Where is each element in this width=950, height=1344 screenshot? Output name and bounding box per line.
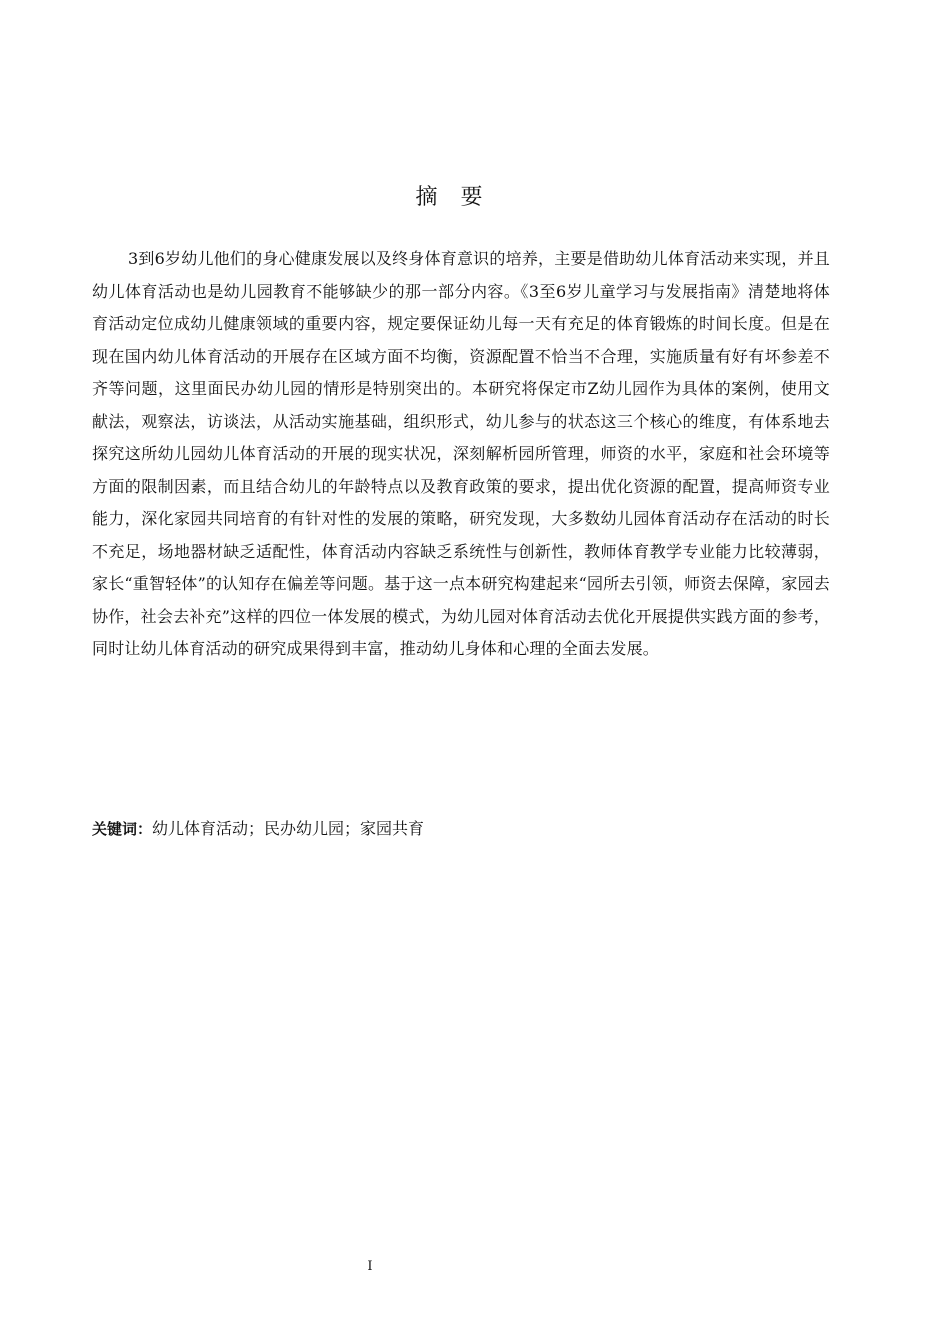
abstract-title: 摘 要 (415, 185, 491, 210)
keywords-line (92, 815, 832, 843)
keywords-label: 关键词： (92, 820, 153, 838)
keywords-text: 幼儿体育活动；民办幼儿园；家园共育 (152, 819, 425, 838)
page-number: I (367, 1259, 373, 1274)
abstract-body: 3到6岁幼儿他们的身心健康发展以及终身体育意识的培养，主要是借助幼儿体育活动来实现，并且幼儿体育活动也是幼儿园教育不能够缺少的那一部分内容。《3至6岁儿童学习与发展指南》清楚地将体育活动定位成幼儿健康领域的重要内容，规定要保证幼儿每一天有充足的体育锻炼的时间长度。但是在现在国内幼儿体育活动的开展存在区域方面不均衡，资源配置不恰当不合理，实施质量有好有坏参差不齐等问题，这里面民办幼儿园的情形是特别突出的。本研究将保定市Z幼儿园作为具体的案例，使用文献法，观察法，访谈法，从活动实施基础，组织形式，幼儿参与的状态这三个核心的维度，有体系地去探究这所幼儿园幼儿体育活动的开展的现实状况，深刻解析园所管理，师资的水平，家庭和社会环境等方面的限制因素，而且结合幼儿的年龄特点以及教育政策的要求，提出优化资源的配置，提高师资专业能力，深化家园共同培育的有针对性的发展的策略，研究发现，大多数幼儿园体育活动存在活动的时长不充足，场地器材缺乏适配性，体育活动内容缺乏系统性与创新性，教师体育教学专业能力比较薄弱，家长“重智轻体”的认知存在偏差等问题。基于这一点本研究构建起来“园所去引领，师资去保障，家园去协作，社会去补充”这样的四位一体发展的模式，为幼儿园对体育活动去优化开展提供实践方面的参考，同时让幼儿体育活动的研究成果得到丰富，推动幼儿身体和心理的全面去发展。 (92, 249, 830, 658)
